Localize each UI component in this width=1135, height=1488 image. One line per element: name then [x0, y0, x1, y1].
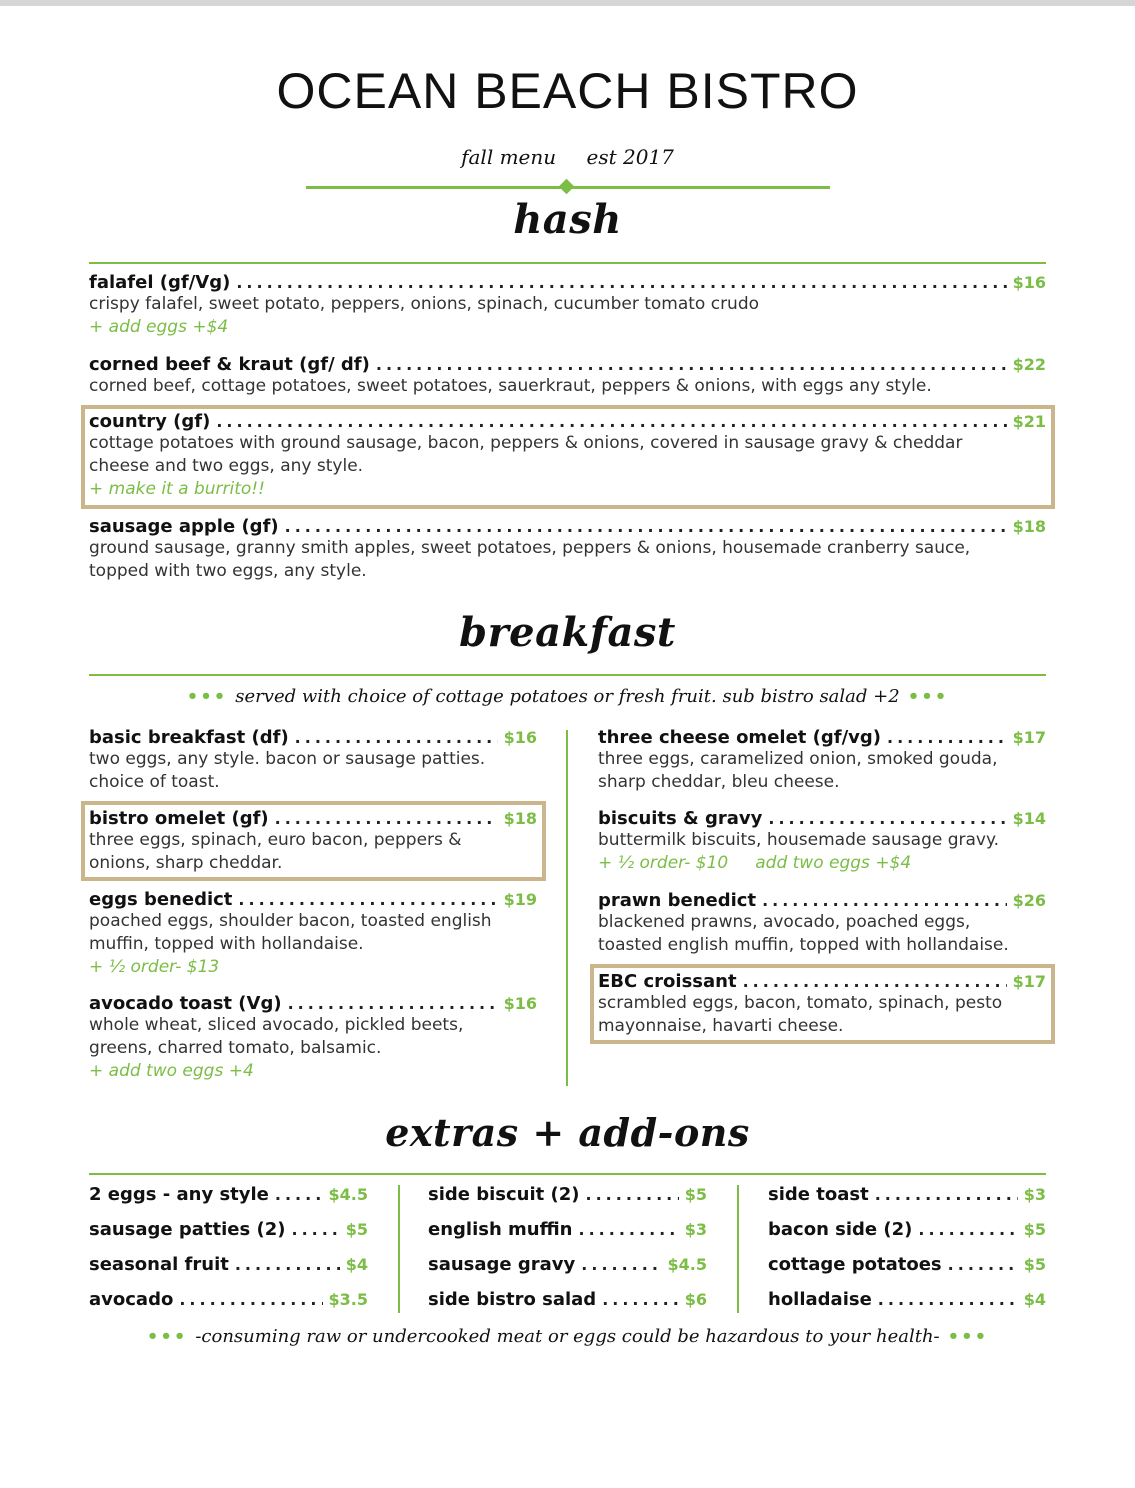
menu-item-biscuits-gravy	[598, 808, 1046, 875]
menu-item-country	[89, 411, 1046, 501]
item-description: crispy falafel, sweet potato, peppers, onions, spinach, cucumber tomato crudo	[89, 294, 760, 314]
item-price: $4.5	[328, 1185, 368, 1204]
item-addon: + add eggs +$4	[89, 317, 229, 337]
menu-item-ebc-croissant	[598, 971, 1046, 1038]
item-name: seasonal fruit	[89, 1254, 229, 1275]
item-description: cottage potatoes with ground sausage, bacon, peppers & onions, covered in sausage gravy & cheddar cheese and two eggs, any style.	[89, 433, 963, 476]
item-price: $5	[345, 1220, 368, 1239]
item-price: $4.5	[667, 1255, 707, 1274]
top-edge-bar	[0, 0, 1135, 6]
item-name: country (gf)	[89, 411, 211, 432]
health-warning	[0, 1326, 1135, 1347]
diamond-ornament-icon	[559, 179, 575, 195]
breakfast-note	[0, 686, 1135, 707]
item-description: buttermilk biscuits, housemade sausage gravy.	[598, 830, 1000, 850]
item-price: $26	[1012, 891, 1046, 910]
item-name: sausage apple (gf)	[89, 516, 279, 537]
extra-item	[768, 1219, 1046, 1254]
section-title-hash: hash	[513, 196, 622, 243]
item-description: scrambled eggs, bacon, tomato, spinach, pesto mayonnaise, havarti cheese.	[598, 993, 1003, 1036]
item-name: side toast	[768, 1184, 869, 1205]
extra-item	[768, 1254, 1046, 1289]
extras-column-3	[768, 1184, 1046, 1324]
item-description: two eggs, any style. bacon or sausage patties. choice of toast.	[89, 749, 486, 792]
section-title-extras: extras + add-ons	[385, 1110, 750, 1155]
item-price: $16	[503, 994, 537, 1013]
dot-leader	[918, 1220, 1017, 1239]
item-description: ground sausage, granny smith apples, sweet potatoes, peppers & onions, housemade cranberry sauce, topped with two eggs, any style.	[89, 538, 971, 581]
item-price: $4	[1023, 1290, 1046, 1309]
breakfast-column-divider	[566, 730, 568, 1086]
item-name: basic breakfast (df)	[89, 727, 289, 748]
item-price: $3	[1023, 1185, 1046, 1204]
item-name: falafel (gf/Vg)	[89, 272, 231, 293]
item-price: $3	[684, 1220, 707, 1239]
dot-leader	[887, 728, 1007, 747]
dot-leader	[291, 1220, 339, 1239]
health-warning-text: -consuming raw or undercooked meat or eggs could be hazardous to your health-	[195, 1326, 940, 1347]
item-price: $17	[1012, 728, 1046, 747]
item-description: blackened prawns, avocado, poached eggs, toasted english muffin, topped with hollandaise.	[598, 912, 1009, 955]
extras-column-2	[428, 1184, 707, 1324]
established-label: est 2017	[586, 145, 674, 169]
menu-item-falafel	[89, 272, 1046, 339]
item-name: corned beef & kraut (gf/ df)	[89, 354, 370, 375]
item-price: $17	[1012, 972, 1046, 991]
item-price: $22	[1012, 355, 1046, 374]
item-name: side biscuit (2)	[428, 1184, 580, 1205]
dot-leader	[948, 1255, 1018, 1274]
extras-divider-2	[737, 1185, 739, 1313]
item-addon: + add two eggs +4	[89, 1061, 254, 1081]
item-price: $16	[1012, 273, 1046, 292]
menu-item-avocado-toast	[89, 993, 537, 1083]
item-price: $19	[503, 890, 537, 909]
bullet-dots-icon: •••	[907, 686, 949, 707]
extra-item	[768, 1184, 1046, 1219]
dot-leader	[376, 355, 1007, 374]
dot-leader	[579, 1220, 679, 1239]
item-addon: + make it a burrito!!	[89, 479, 265, 499]
item-name: bistro omelet (gf)	[89, 808, 269, 829]
breakfast-rule	[89, 674, 1046, 676]
breakfast-note-text: served with choice of cottage potatoes or fresh fruit. sub bistro salad +2	[235, 686, 900, 707]
item-name: english muffin	[428, 1219, 573, 1240]
item-price: $5	[684, 1185, 707, 1204]
item-name: biscuits & gravy	[598, 808, 763, 829]
item-name: avocado toast (Vg)	[89, 993, 282, 1014]
dot-leader	[275, 1185, 323, 1204]
dot-leader	[216, 412, 1006, 431]
menu-item-sausage-apple	[89, 516, 1046, 583]
extra-item	[89, 1254, 368, 1289]
extra-item	[89, 1219, 368, 1254]
season-label: fall menu	[461, 145, 557, 169]
dot-leader	[275, 809, 498, 828]
item-price: $21	[1012, 412, 1046, 431]
menu-subtitle	[0, 145, 1135, 169]
item-name: eggs benedict	[89, 889, 233, 910]
item-price: $18	[1012, 517, 1046, 536]
menu-item-eggs-benedict	[89, 889, 537, 979]
item-name: prawn benedict	[598, 890, 757, 911]
extra-item	[89, 1184, 368, 1219]
section-title-breakfast: breakfast	[459, 609, 676, 656]
dot-leader	[238, 890, 497, 909]
menu-item-bistro-omelet	[89, 808, 537, 875]
item-addon: + ½ order- $10 add two eggs +$4	[598, 853, 912, 873]
dot-leader	[768, 809, 1006, 828]
item-price: $16	[503, 728, 537, 747]
menu-item-corned-beef	[89, 354, 1046, 398]
extra-item	[428, 1219, 707, 1254]
item-price: $18	[503, 809, 537, 828]
dot-leader	[586, 1185, 679, 1204]
extras-column-1	[89, 1184, 368, 1324]
item-name: EBC croissant	[598, 971, 737, 992]
item-name: 2 eggs - any style	[89, 1184, 269, 1205]
dot-leader	[285, 517, 1007, 536]
item-description: three eggs, caramelized onion, smoked gouda, sharp cheddar, bleu cheese.	[598, 749, 998, 792]
item-name: holladaise	[768, 1289, 872, 1310]
item-name: bacon side (2)	[768, 1219, 913, 1240]
item-description: three eggs, spinach, euro bacon, peppers & onions, sharp cheddar.	[89, 830, 462, 873]
extra-item	[428, 1289, 707, 1324]
extra-item	[768, 1289, 1046, 1324]
item-name: three cheese omelet (gf/vg)	[598, 727, 882, 748]
bullet-dots-icon: •••	[146, 1326, 188, 1347]
dot-leader	[295, 728, 498, 747]
item-price: $6	[684, 1290, 707, 1309]
extra-item	[428, 1254, 707, 1289]
item-addon: + ½ order- $13	[89, 957, 220, 977]
item-name: sausage patties (2)	[89, 1219, 286, 1240]
bullet-dots-icon: •••	[186, 686, 228, 707]
dot-leader	[875, 1185, 1018, 1204]
item-price: $3.5	[328, 1290, 368, 1309]
item-name: cottage potatoes	[768, 1254, 942, 1275]
bullet-dots-icon: •••	[947, 1326, 989, 1347]
dot-leader	[581, 1255, 661, 1274]
extra-item	[89, 1289, 368, 1324]
extras-divider-1	[398, 1185, 400, 1313]
item-description: poached eggs, shoulder bacon, toasted english muffin, topped with hollandaise.	[89, 911, 492, 954]
item-description: whole wheat, sliced avocado, pickled beets, greens, charred tomato, balsamic.	[89, 1015, 464, 1058]
item-price: $4	[345, 1255, 368, 1274]
item-name: sausage gravy	[428, 1254, 576, 1275]
item-name: side bistro salad	[428, 1289, 597, 1310]
extras-rule	[89, 1173, 1046, 1175]
dot-leader	[288, 994, 498, 1013]
hash-rule	[89, 262, 1046, 264]
menu-item-prawn-benedict	[598, 890, 1046, 957]
dot-leader	[235, 1255, 340, 1274]
menu-item-three-cheese-omelet	[598, 727, 1046, 794]
menu-item-basic-breakfast	[89, 727, 537, 794]
extra-item	[428, 1184, 707, 1219]
dot-leader	[236, 273, 1006, 292]
item-price: $5	[1023, 1255, 1046, 1274]
item-name: avocado	[89, 1289, 174, 1310]
dot-leader	[878, 1290, 1018, 1309]
dot-leader	[743, 972, 1007, 991]
item-price: $14	[1012, 809, 1046, 828]
dot-leader	[179, 1290, 322, 1309]
dot-leader	[602, 1290, 679, 1309]
item-description: corned beef, cottage potatoes, sweet potatoes, sauerkraut, peppers & onions, with eggs any style.	[89, 376, 932, 396]
dot-leader	[762, 891, 1007, 910]
item-price: $5	[1023, 1220, 1046, 1239]
restaurant-title: OCEAN BEACH BISTRO	[276, 63, 859, 119]
